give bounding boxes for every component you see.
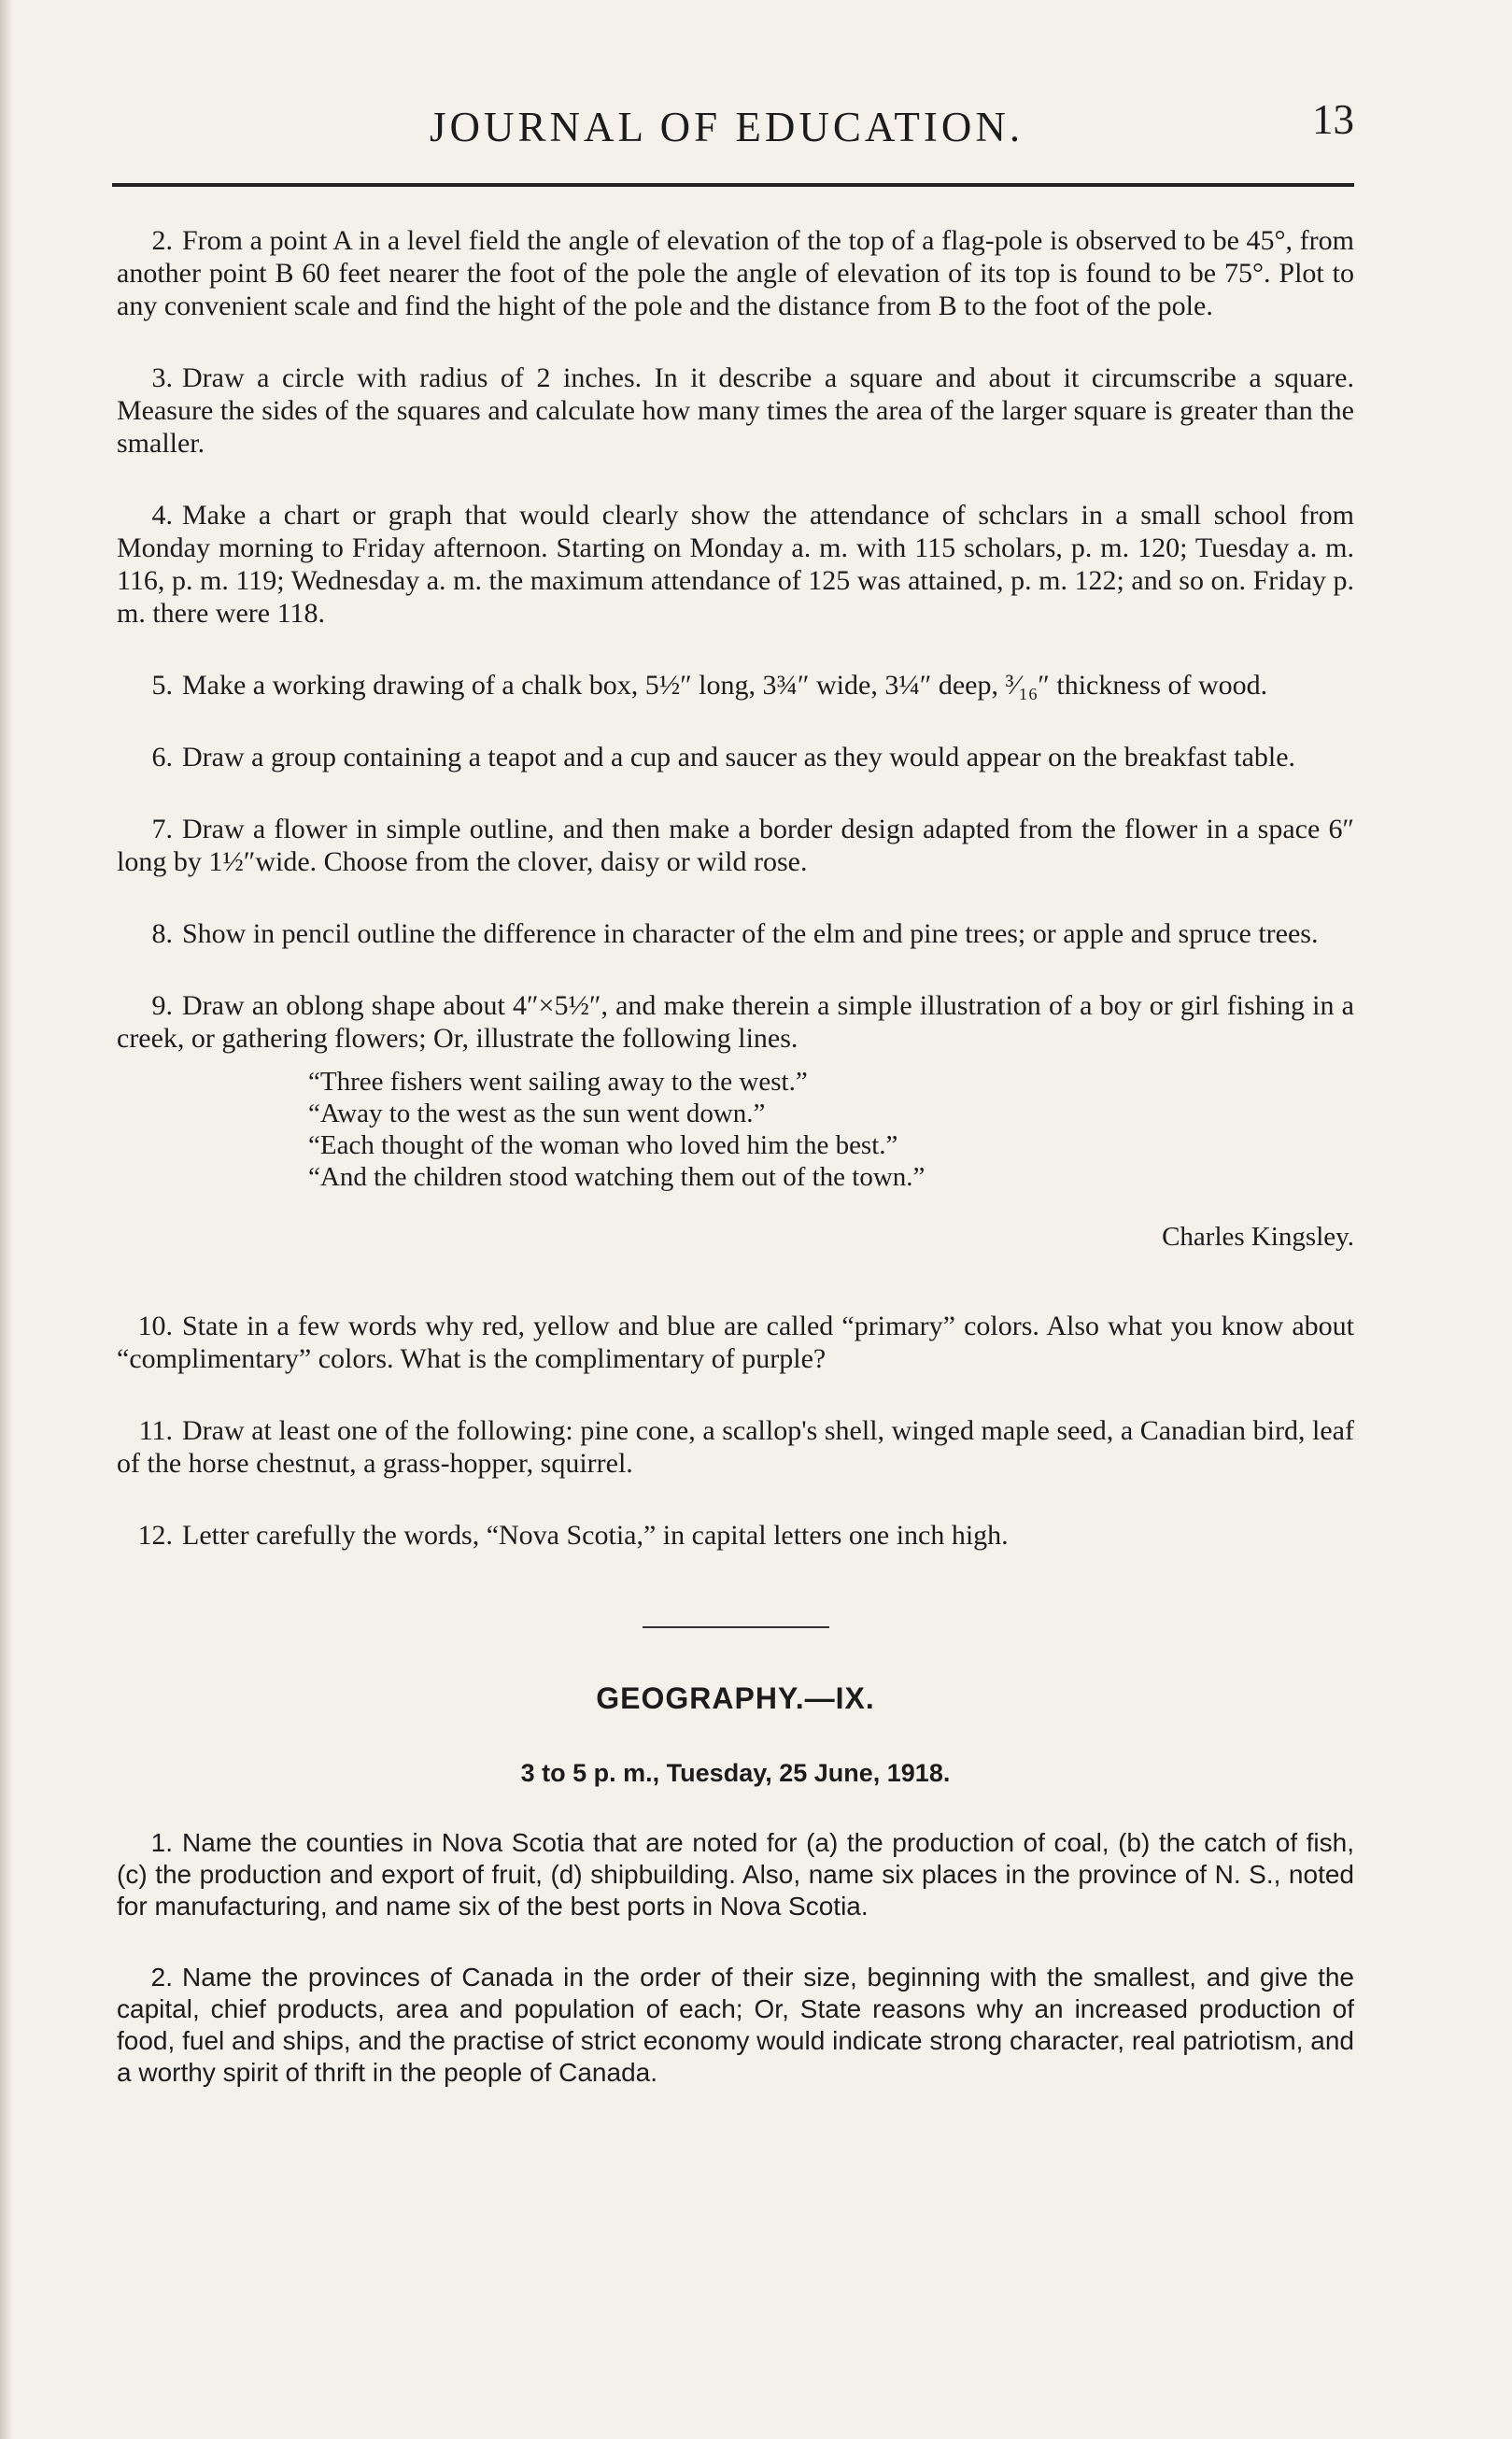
geography-questions [117, 1827, 1354, 2089]
geography-title: GEOGRAPHY.—IX. [596, 1681, 875, 1715]
poem-line: “And the children stood watching them out of the town.” [308, 1162, 926, 1192]
geography-question-2: 2. Name the provinces of Canada in the order of their size, beginning with the smallest, and give the capital, chief products, area and population of each; Or, State reasons why an increased production of food, fuel and ships, and the practise of strict economy would indicate strong character, real patriotism, and a worthy spirit of thrift in the people of Canada. [117, 1963, 1354, 2087]
question-12: 12. Letter carefully the words, “Nova Scotia,” in capital letters one inch high. [137, 1520, 1009, 1551]
drawing-questions [117, 224, 1354, 1055]
section-divider [643, 1626, 829, 1628]
geography-question-1: 1. Name the counties in Nova Scotia that are noted for (a) the production of coal, (b) the catch of fish, (c) the production and export of fruit, (d) shipbuilding. Also, name six places in the province of N. S., noted for manufacturing, and name six of the best ports in Nova Scotia. [117, 1828, 1354, 1921]
question-3: 3. Draw a circle with radius of 2 inches. In it describe a square and about it circumscribe a square. Measure the sides of the squares and calculate how many times the area of the larger square is greater than the smaller. [117, 362, 1354, 459]
poem-line: “Each thought of the woman who loved him the best.” [308, 1130, 898, 1160]
drawing-questions-continued [117, 1310, 1354, 1552]
question-6: 6. Draw a group containing a teapot and a cup and saucer as they would appear on the breakfast table. [151, 742, 1296, 773]
question-2: 2. From a point A in a level field the angle of elevation of the top of a flag-pole is observed to be 45°, from another point B 60 feet nearer the foot of the pole the angle of elevation of its top is found to be 75°. Plot to any convenient scale and find the hight of the pole and the distance from B to the foot of the pole. [117, 225, 1354, 321]
page-header [112, 86, 1354, 151]
page-edge-shadow [0, 0, 13, 2439]
poem-quote [308, 1066, 1354, 1193]
poem-attribution: Charles Kingsley. [1162, 1222, 1354, 1252]
page-content [117, 224, 1354, 2128]
poem-line: “Away to the west as the sun went down.” [308, 1099, 766, 1128]
question-4: 4. Make a chart or graph that would clearly show the attendance of schclars in a small school from Monday morning to Friday afternoon. Starting on Monday a. m. with 115 scholars, p. m. 120; Tuesday a. m. 116, p. m. 119; Wednesday a. m. the maximum attendance of 125 was attained, p. m. 122; and so on. Friday p. m. there were 118. [117, 500, 1354, 629]
question-5: 5. Make a working drawing of a chalk box, 5½″ long, 3¾″ wide, 3¼″ deep, ³⁄₁₆″ thickness of wood. [151, 670, 1268, 701]
header-rule [112, 183, 1354, 187]
journal-title: JOURNAL OF EDUCATION. [430, 104, 1024, 150]
page-number: 13 [1312, 96, 1354, 143]
question-9: 9. Draw an oblong shape about 4″×5½″, and make therein a simple illustration of a boy or girl fishing in a creek, or gathering flowers; Or, illustrate the following lines. [117, 990, 1354, 1054]
question-10: 10. State in a few words why red, yellow and blue are called “primary” colors. Also what you know about “complimentary” colors. What is the complimentary of purple? [117, 1311, 1354, 1374]
question-7: 7. Draw a flower in simple outline, and then make a border design adapted from the flower in a space 6″ long by 1½″wide. Choose from the clover, daisy or wild rose. [117, 814, 1354, 877]
question-8: 8. Show in pencil outline the difference in character of the elm and pine trees; or apple and spruce trees. [151, 918, 1319, 949]
question-11: 11. Draw at least one of the following: pine cone, a scallop's shell, winged maple seed, a Canadian bird, leaf of the horse chestnut, a grass-hopper, squirrel. [117, 1415, 1354, 1479]
poem-line: “Three fishers went sailing away to the west.” [308, 1067, 808, 1097]
geography-schedule: 3 to 5 p. m., Tuesday, 25 June, 1918. [520, 1759, 951, 1787]
